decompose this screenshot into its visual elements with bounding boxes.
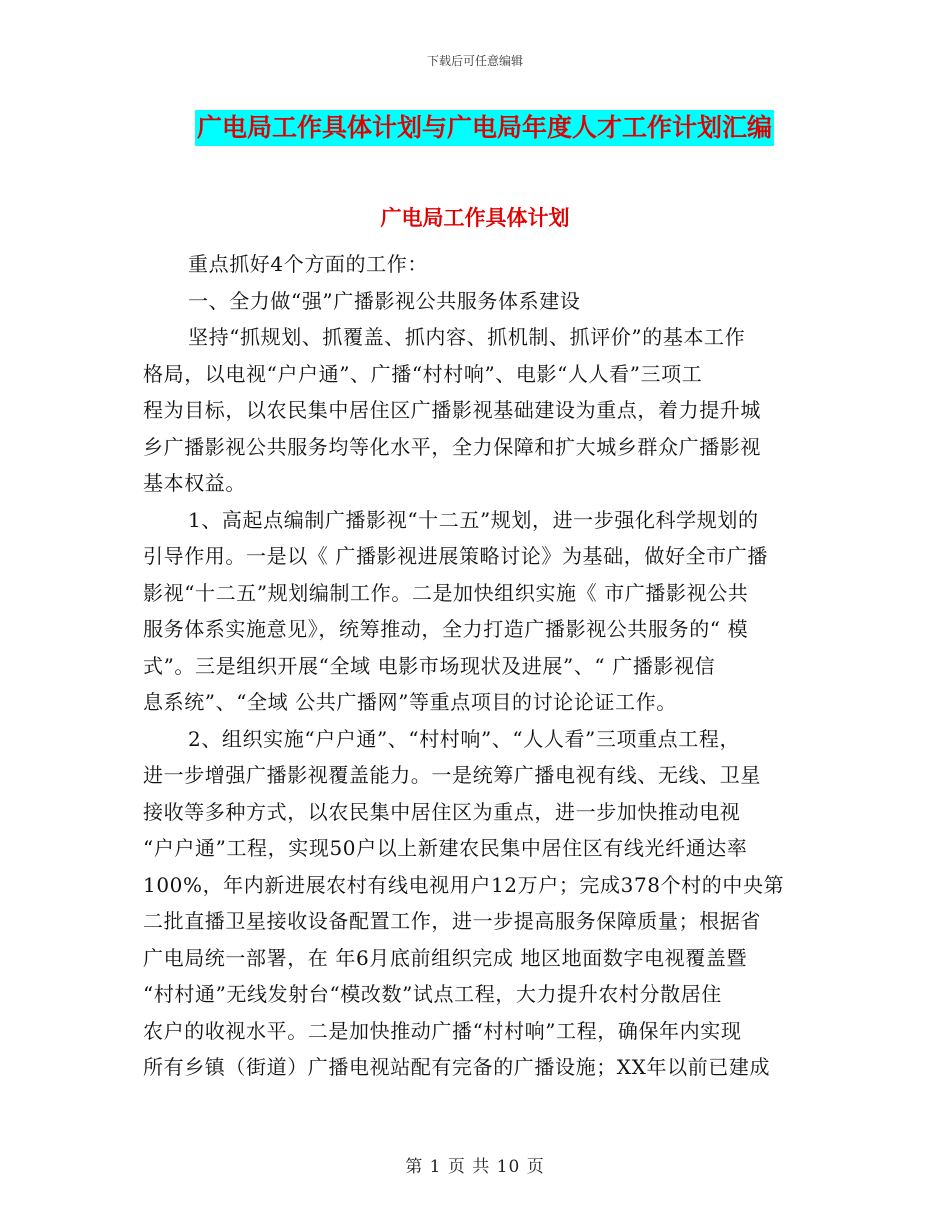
paragraph-line: 式”。三是组织开展“全域 电影市场现状及进展”、“ 广播影视信 — [143, 653, 716, 678]
paragraph-line: 引导作用。一是以《 广播影视进展策略讨论》为基础，做好全市广播 — [143, 544, 768, 568]
paragraph-line: 程为目标，以农民集中居住区广播影视基础建设为重点，着力提升城 — [143, 398, 761, 422]
paragraph-line: 接收等多种方式，以农民集中居住区为重点，进一步加快推动电视 — [143, 799, 741, 824]
paragraph-line: 广电局统一部署，在 年6月底前组织完成 地区地面数字电视覆盖暨 — [143, 945, 748, 970]
page-number-footer: 第 1 页 共 10 页 — [405, 1157, 545, 1177]
paragraph-line: 一、全力做“强”广播影视公共服务体系建设 — [188, 288, 581, 313]
page-header-note: 下载后可任意编辑 — [426, 54, 523, 68]
section-title: 广电局工作具体计划 — [380, 205, 570, 230]
document-body — [143, 246, 815, 1086]
paragraph-line: 服务体系实施意见》，统筹推动，全力打造广播影视公共服务的“ 模 — [143, 617, 749, 641]
paragraph-line: 重点抓好4个方面的工作： — [188, 252, 428, 276]
paragraph-line: 进一步增强广播影视覆盖能力。一是统筹广播电视有线、无线、卫星 — [143, 763, 761, 787]
paragraph-line: 格局，以电视“户户通”、广播“村村响”、电影“人人看”三项工 — [143, 361, 703, 386]
paragraph-line: 乡广播影视公共服务均等化水平，全力保障和扩大城乡群众广播影视 — [143, 434, 761, 459]
paragraph-line: 二批直播卫星接收设备配置工作，进一步提高服务保障质量；根据省 — [143, 909, 761, 933]
paragraph-line: 所有乡镇（街道）广播电视站配有完备的广播设施；XX年以前已建成 — [143, 1055, 771, 1079]
document-main-title: 广电局工作具体计划与广电局年度人才工作计划汇编 — [195, 110, 774, 146]
paragraph-line: 2、组织实施“户户通”、“村村响”、“人人看”三项重点工程， — [188, 726, 741, 751]
paragraph-line: “村村通”无线发射台“模改数”试点工程，大力提升农村分散居住 — [143, 982, 722, 1006]
paragraph-line: “户户通”工程，实现50户以上新建农民集中居住区有线光纤通达率 — [143, 836, 748, 860]
paragraph-line: 影视“十二五”规划编制工作。二是加快组织实施《 市广播影视公共 — [143, 580, 749, 605]
paragraph-line: 1、高起点编制广播影视“十二五”规划，进一步强化科学规划的 — [188, 507, 759, 532]
paragraph-line: 坚持“抓规划、抓覆盖、抓内容、抓机制、抓评价”的基本工作 — [188, 325, 746, 349]
paragraph-line: 100%，年内新进展农村有线电视用户12万户；完成378个村的中央第 — [143, 872, 785, 897]
paragraph-line: 基本权益。 — [143, 471, 246, 495]
paragraph-line: 农户的收视水平。二是加快推动广播“村村响”工程，确保年内实现 — [143, 1018, 742, 1043]
paragraph-line: 息系统”、“全域 公共广播网”等重点项目的讨论论证工作。 — [143, 690, 677, 714]
